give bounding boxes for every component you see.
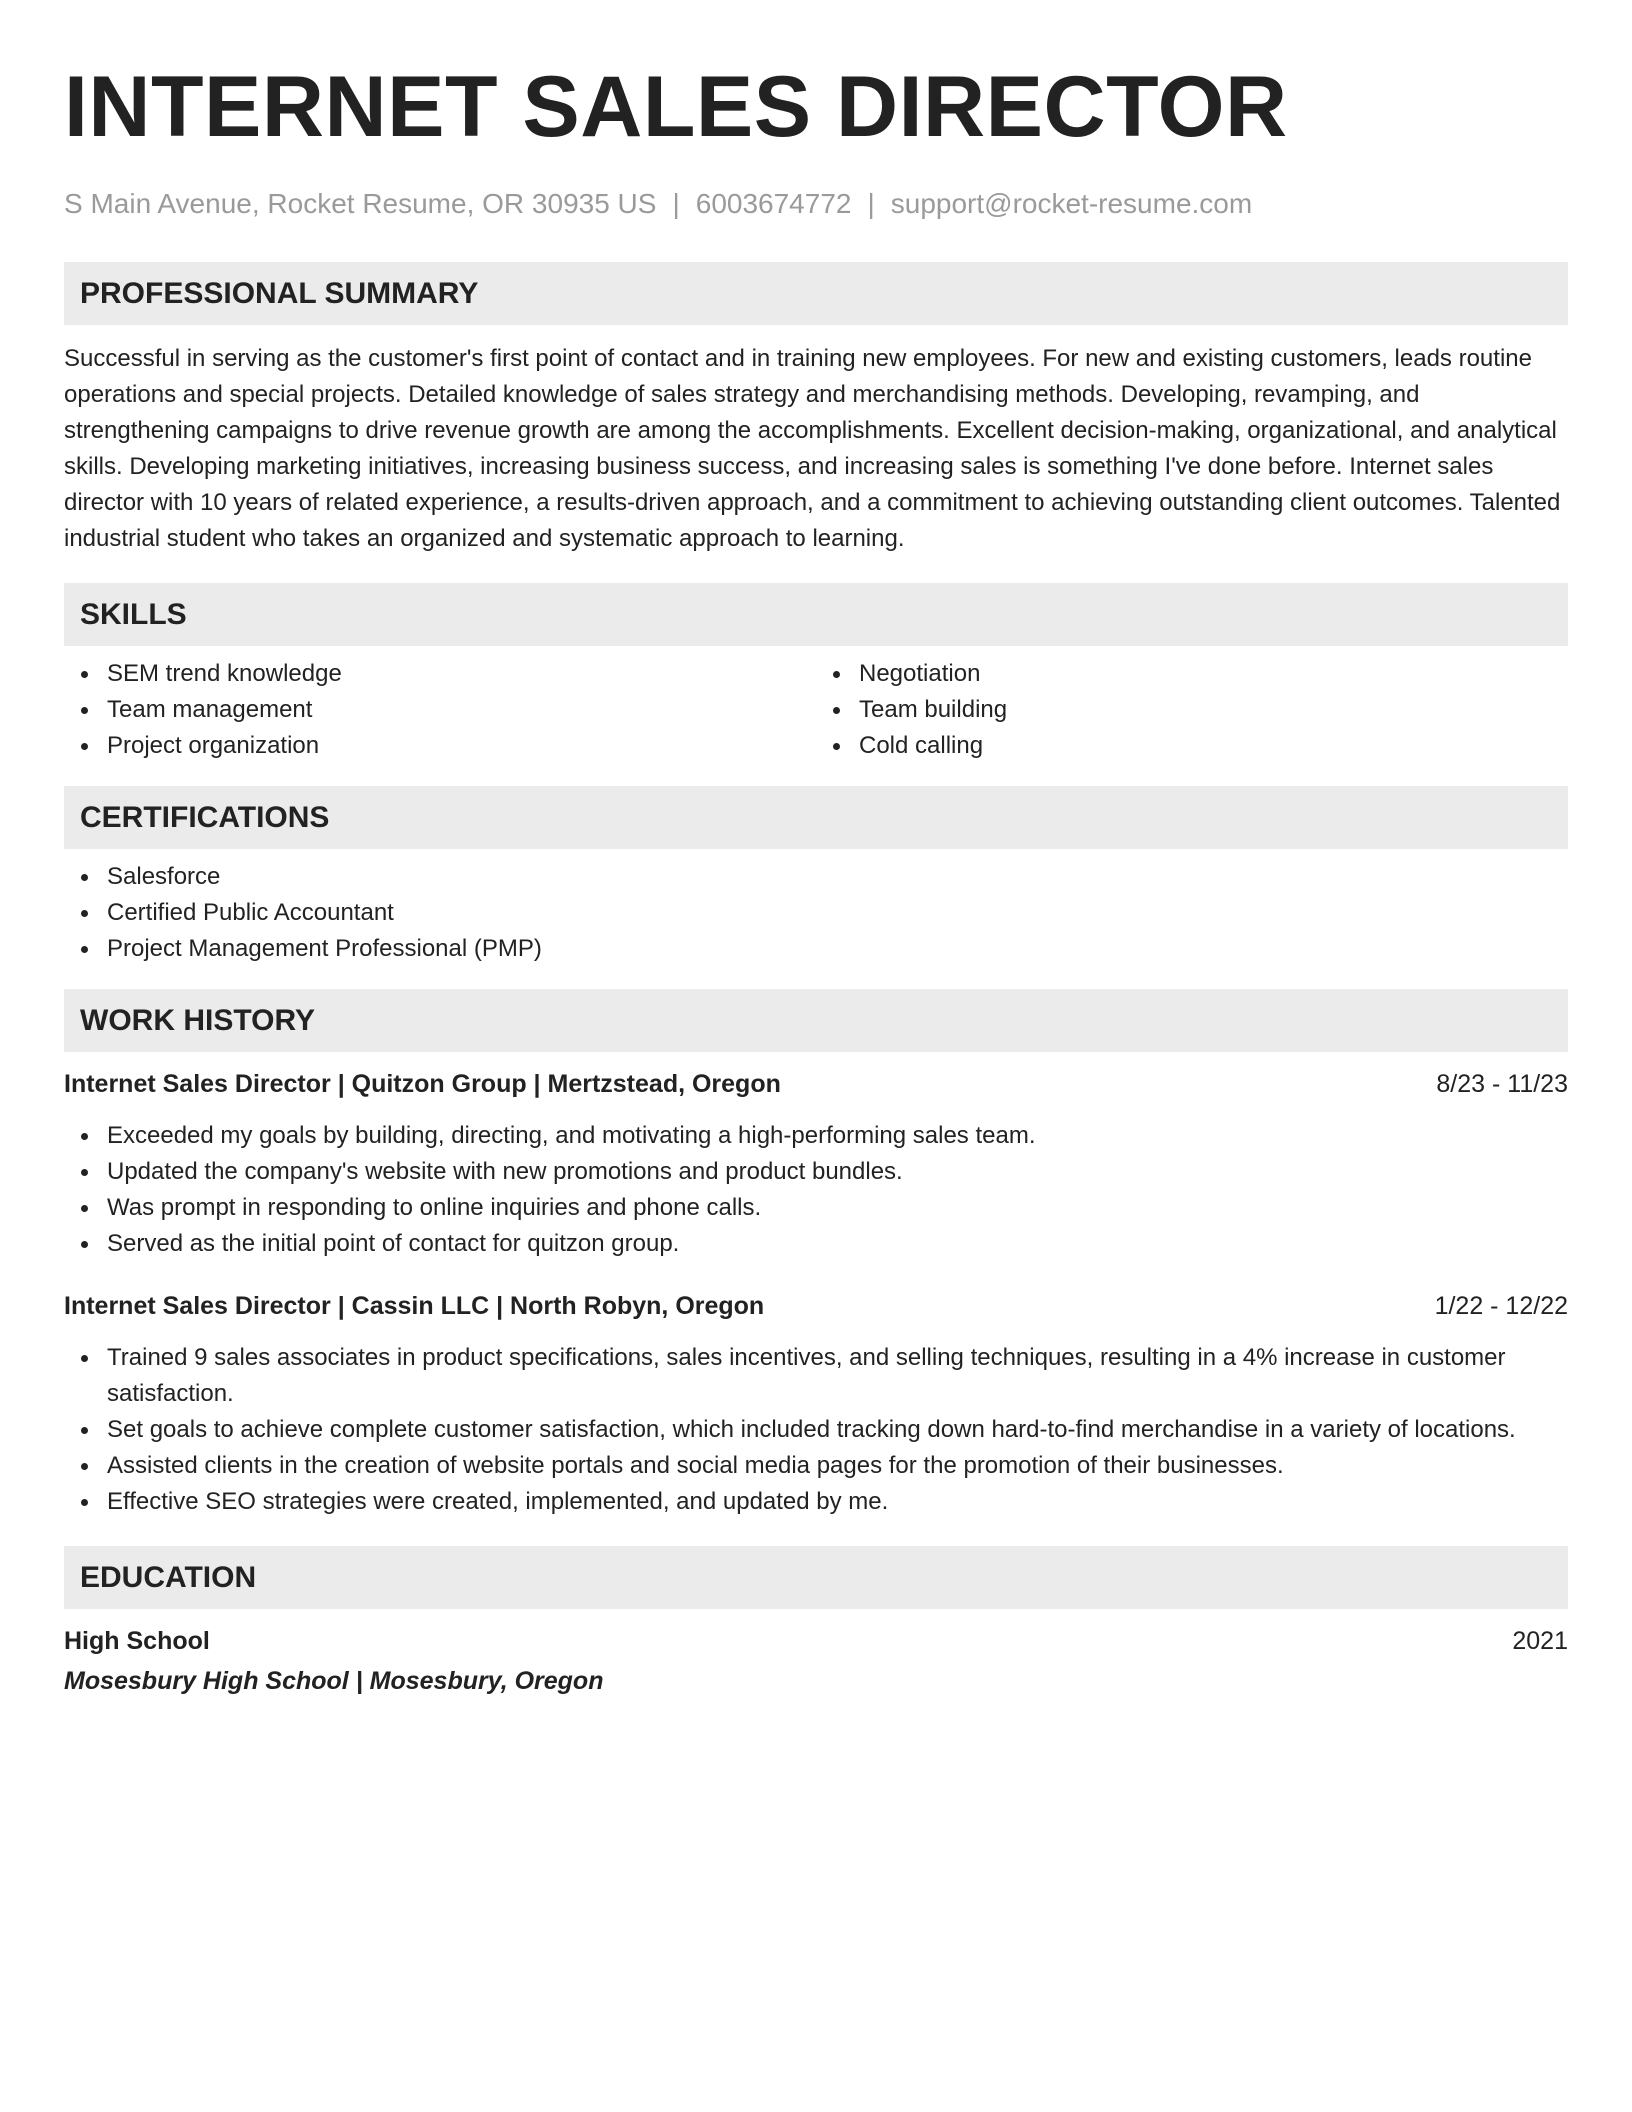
skill-item: Negotiation [859,656,1568,692]
summary-text: Successful in serving as the customer's first point of contact and in training new employees. For new and existing customers, leads routine operations and special projects. Detailed knowledge of sales strategy and merchandising methods. Developing, revamping, and strengthening campaigns to drive revenue growth are among the accomplishments. Excellent decision-making, organizational, and analytical skills. Developing marketing initiatives, increasing business success, and increasing sales is something I've done before. Internet sales director with 10 years of related experience, a results-driven approach, and a commitment to achieving outstanding client outcomes. Talented industrial student who takes an organized and systematic approach to learning. [64,345,1561,552]
job-header [64,1066,1568,1102]
job-bullet: Set goals to achieve complete customer satisfaction, which included tracking down hard-to-find merchandise in a variety of locations. [107,1412,1568,1448]
job-bullets [64,1118,1568,1262]
section-heading-education: EDUCATION [64,1546,1568,1609]
job-dates: 1/22 - 12/22 [1434,1292,1568,1320]
section-heading-certifications: CERTIFICATIONS [64,786,1568,849]
job-bullet: Effective SEO strategies were created, implemented, and updated by me. [107,1484,1568,1520]
section-heading-skills: SKILLS [64,583,1568,646]
job-bullet: Exceeded my goals by building, directing, and motivating a high-performing sales team. [107,1118,1568,1154]
job-bullet: Trained 9 sales associates in product specifications, sales incentives, and selling techniques, resulting in a 4% increase in customer satisfaction. [107,1340,1568,1412]
contact-address: S Main Avenue, Rocket Resume, OR 30935 US [64,188,657,219]
job-entry [64,1066,1568,1262]
certification-item: Salesforce [107,859,1568,895]
job-title: Internet Sales Director | Cassin LLC | North Robyn, Oregon [64,1292,765,1320]
job-bullet: Was prompt in responding to online inquiries and phone calls. [107,1190,1568,1226]
contact-line [64,184,1568,224]
job-bullet: Served as the initial point of contact for quitzon group. [107,1226,1568,1262]
skill-item: Team building [859,692,1568,728]
section-heading-work-history: WORK HISTORY [64,989,1568,1052]
section-heading-summary: PROFESSIONAL SUMMARY [64,262,1568,325]
certifications-list [64,859,1568,967]
contact-separator: | [867,188,875,219]
candidate-name: INTERNET SALES DIRECTOR [64,59,1288,155]
skill-item: SEM trend knowledge [107,656,816,692]
certification-item: Certified Public Accountant [107,895,1568,931]
skill-item: Team management [107,692,816,728]
skill-item: Project organization [107,728,816,764]
job-title: Internet Sales Director | Quitzon Group | Mertzstead, Oregon [64,1070,781,1098]
job-bullets [64,1340,1568,1520]
skill-item: Cold calling [859,728,1568,764]
skills-column-left [64,656,816,764]
education-header [64,1623,1568,1659]
job-header [64,1288,1568,1324]
skills-column-right [816,656,1568,764]
certification-item: Project Management Professional (PMP) [107,931,1568,967]
contact-phone: 6003674772 [695,188,852,219]
education-degree: High School [64,1627,210,1655]
contact-email: support@rocket-resume.com [890,188,1253,219]
job-entry [64,1288,1568,1520]
job-dates: 8/23 - 11/23 [1436,1070,1568,1098]
education-school: Mosesbury High School | Mosesbury, Oregon [64,1667,604,1695]
skills-list [64,646,1568,764]
job-bullet: Updated the company's website with new promotions and product bundles. [107,1154,1568,1190]
contact-separator: | [672,188,680,219]
education-year: 2021 [1512,1627,1568,1655]
job-bullet: Assisted clients in the creation of website portals and social media pages for the promotion of their businesses. [107,1448,1568,1484]
